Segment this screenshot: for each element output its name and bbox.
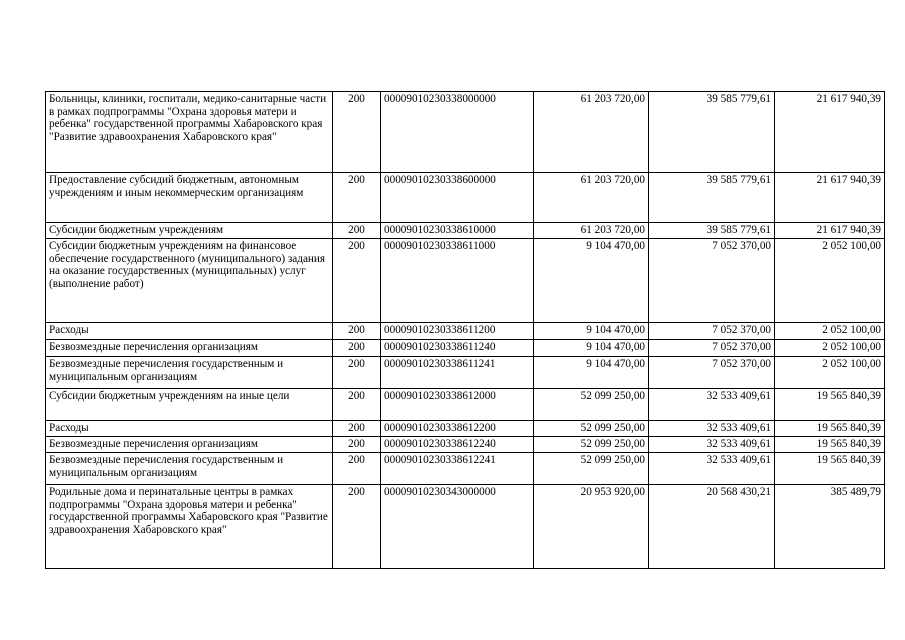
row-code: 200 — [333, 323, 381, 340]
row-unexecuted-amount: 2 052 100,00 — [775, 239, 885, 323]
row-name: Расходы — [46, 421, 333, 437]
row-classification-code: 00009010230338611241 — [381, 357, 534, 389]
row-name: Родильные дома и перинатальные центры в рамках подпрограммы "Охрана здоровья матери и ребенка" государственной программы Хабаровского края "Развитие здравоохранения Хабаровского края" — [46, 485, 333, 569]
row-code: 200 — [333, 485, 381, 569]
table-row — [46, 453, 885, 485]
row-name: Предоставление субсидий бюджетным, автономным учреждениям и иным некоммерческим организациям — [46, 173, 333, 223]
row-classification-code: 00009010230338612241 — [381, 453, 534, 485]
row-approved-amount: 52 099 250,00 — [534, 437, 649, 453]
row-name: Больницы, клиники, госпитали, медико-санитарные части в рамках подпрограммы "Охрана здоровья матери и ребенка" государственной программы Хабаровского края "Развитие здравоохранения Хабаровского края" — [46, 92, 333, 173]
row-unexecuted-amount: 2 052 100,00 — [775, 323, 885, 340]
row-classification-code: 00009010230338600000 — [381, 173, 534, 223]
row-classification-code: 00009010230338000000 — [381, 92, 534, 173]
row-executed-amount: 32 533 409,61 — [649, 389, 775, 421]
row-unexecuted-amount: 2 052 100,00 — [775, 340, 885, 357]
row-approved-amount: 9 104 470,00 — [534, 323, 649, 340]
row-code: 200 — [333, 173, 381, 223]
row-code: 200 — [333, 239, 381, 323]
row-classification-code: 00009010230343000000 — [381, 485, 534, 569]
row-code: 200 — [333, 421, 381, 437]
row-approved-amount: 61 203 720,00 — [534, 92, 649, 173]
row-approved-amount: 52 099 250,00 — [534, 421, 649, 437]
row-classification-code: 00009010230338611000 — [381, 239, 534, 323]
row-approved-amount: 9 104 470,00 — [534, 357, 649, 389]
row-code: 200 — [333, 340, 381, 357]
row-unexecuted-amount: 21 617 940,39 — [775, 223, 885, 239]
row-unexecuted-amount: 19 565 840,39 — [775, 453, 885, 485]
row-code: 200 — [333, 92, 381, 173]
table-row — [46, 239, 885, 323]
row-unexecuted-amount: 21 617 940,39 — [775, 92, 885, 173]
row-unexecuted-amount: 19 565 840,39 — [775, 437, 885, 453]
row-code: 200 — [333, 223, 381, 239]
row-unexecuted-amount: 2 052 100,00 — [775, 357, 885, 389]
row-unexecuted-amount: 385 489,79 — [775, 485, 885, 569]
row-approved-amount: 52 099 250,00 — [534, 453, 649, 485]
row-executed-amount: 39 585 779,61 — [649, 173, 775, 223]
table-row — [46, 357, 885, 389]
row-approved-amount: 61 203 720,00 — [534, 173, 649, 223]
row-approved-amount: 52 099 250,00 — [534, 389, 649, 421]
row-executed-amount: 39 585 779,61 — [649, 223, 775, 239]
row-name: Безвозмездные перечисления организациям — [46, 340, 333, 357]
row-executed-amount: 39 585 779,61 — [649, 92, 775, 173]
row-unexecuted-amount: 19 565 840,39 — [775, 389, 885, 421]
row-classification-code: 00009010230338611240 — [381, 340, 534, 357]
row-unexecuted-amount: 19 565 840,39 — [775, 421, 885, 437]
row-executed-amount: 32 533 409,61 — [649, 453, 775, 485]
row-name: Субсидии бюджетным учреждениям на финансовое обеспечение государственного (муниципального) задания на оказание государственных (муниципальных) услуг (выполнение работ) — [46, 239, 333, 323]
table-row — [46, 92, 885, 173]
row-classification-code: 00009010230338610000 — [381, 223, 534, 239]
table-row — [46, 173, 885, 223]
row-executed-amount: 32 533 409,61 — [649, 437, 775, 453]
row-executed-amount: 20 568 430,21 — [649, 485, 775, 569]
budget-table-body — [46, 92, 885, 569]
table-row — [46, 437, 885, 453]
row-approved-amount: 9 104 470,00 — [534, 340, 649, 357]
row-executed-amount: 7 052 370,00 — [649, 357, 775, 389]
row-classification-code: 00009010230338612000 — [381, 389, 534, 421]
row-classification-code: 00009010230338612200 — [381, 421, 534, 437]
row-executed-amount: 7 052 370,00 — [649, 340, 775, 357]
row-approved-amount: 61 203 720,00 — [534, 223, 649, 239]
row-name: Безвозмездные перечисления государственным и муниципальным организациям — [46, 453, 333, 485]
row-name: Субсидии бюджетным учреждениям на иные цели — [46, 389, 333, 421]
row-code: 200 — [333, 357, 381, 389]
row-name: Безвозмездные перечисления государственным и муниципальным организациям — [46, 357, 333, 389]
row-executed-amount: 7 052 370,00 — [649, 323, 775, 340]
row-executed-amount: 7 052 370,00 — [649, 239, 775, 323]
row-approved-amount: 20 953 920,00 — [534, 485, 649, 569]
table-row — [46, 223, 885, 239]
row-classification-code: 00009010230338612240 — [381, 437, 534, 453]
table-row — [46, 421, 885, 437]
row-code: 200 — [333, 437, 381, 453]
row-executed-amount: 32 533 409,61 — [649, 421, 775, 437]
row-classification-code: 00009010230338611200 — [381, 323, 534, 340]
row-name: Субсидии бюджетным учреждениям — [46, 223, 333, 239]
row-code: 200 — [333, 453, 381, 485]
table-row — [46, 485, 885, 569]
row-unexecuted-amount: 21 617 940,39 — [775, 173, 885, 223]
table-row — [46, 389, 885, 421]
table-row — [46, 323, 885, 340]
row-code: 200 — [333, 389, 381, 421]
row-name: Безвозмездные перечисления организациям — [46, 437, 333, 453]
row-name: Расходы — [46, 323, 333, 340]
row-approved-amount: 9 104 470,00 — [534, 239, 649, 323]
table-row — [46, 340, 885, 357]
budget-table — [45, 91, 885, 569]
